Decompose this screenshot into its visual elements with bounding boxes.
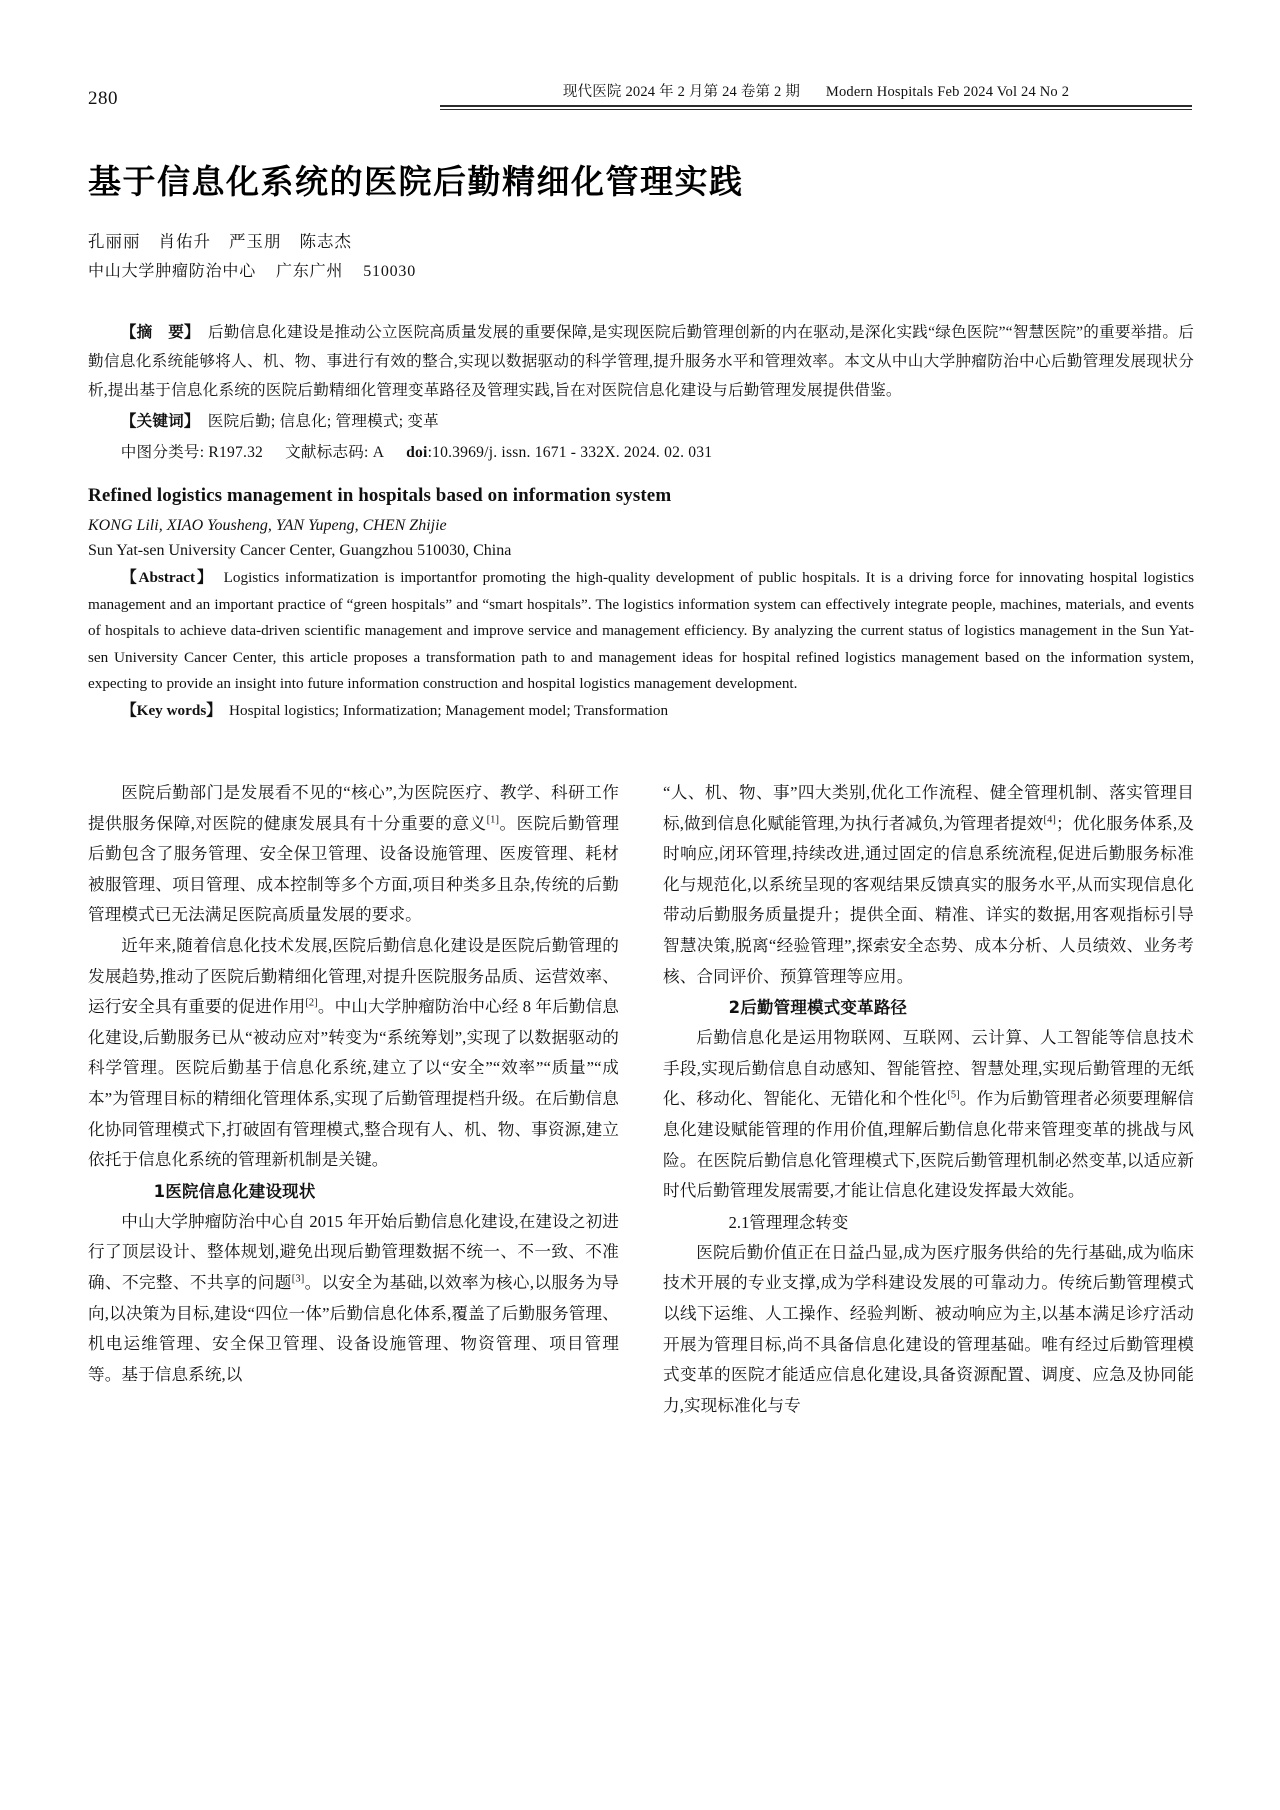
- reference-marker: [3]: [291, 1273, 305, 1285]
- section-number: 2: [728, 998, 741, 1018]
- page-number: 280: [88, 88, 118, 109]
- keywords-cn: [88, 407, 1194, 436]
- section-number: 2.1: [728, 1212, 750, 1232]
- affiliation-postcode: 510030: [363, 263, 417, 280]
- article-title-cn: 基于信息化系统的医院后勤精细化管理实践: [88, 162, 744, 201]
- abstract-en: [88, 565, 1194, 698]
- section-heading-2: [663, 992, 1194, 1023]
- keywords-en-label: 【Key words】: [121, 701, 214, 719]
- abstract-en-label: 【Abstract】: [121, 569, 207, 586]
- clc-label: 中图分类号:: [120, 444, 205, 461]
- reference-marker: [5]: [947, 1089, 960, 1101]
- paragraph-text: 。作为后勤管理者必须要理解信息化建设赋能管理的作用价值,理解后勤信息化带来管理变革的挑战与风险。在医院后勤信息化管理模式下,医院后勤管理机制必然变革,以适应新时代后勤管理发展需要,才能让信息化建设发挥最大效能。: [663, 1089, 1194, 1201]
- document-code-value: A: [372, 444, 385, 461]
- journal-citation: [440, 82, 1192, 102]
- paragraph: 医院后勤价值正在日益凸显,成为医疗服务供给的先行基础,成为临床技术开展的专业支撑,成为学科建设发展的可靠动力。传统后勤管理模式以线下运维、人工操作、经验判断、被动响应为主,以基本满足诊疗活动开展为管理目标,尚不具备信息化建设的管理基础。唯有经过后勤管理模式变革的医院才能适应信息化建设,具备资源配置、调度、应急及协同能力,实现标准化与专: [663, 1242, 1194, 1415]
- abstract-cn-text: 后勤信息化建设是推动公立医院高质量发展的重要保障,是实现医院后勤管理创新的内在驱动,是深化实践“绿色医院”“智慧医院”的重要举措。后勤信息化系统能够将人、机、物、事进行有效的整合,实现以数据驱动的科学管理,提升服务水平和管理效率。本文从中山大学肿瘤防治中心后勤管理发展现状分析,提出基于信息化系统的医院后勤精细化管理变革路径及管理实践,旨在对医院信息化建设与后勤管理发展提供借鉴。: [88, 324, 1194, 399]
- running-head-right: [440, 82, 1192, 110]
- running-head: [88, 82, 1192, 122]
- reference-marker: [1]: [486, 814, 500, 826]
- keywords-en: [88, 698, 1194, 725]
- affiliation-cn: [88, 260, 1192, 284]
- paragraph: [88, 1207, 619, 1391]
- keywords-en-text: Hospital logistics; Informatization; Management model; Transformation: [229, 701, 669, 719]
- column-left: [88, 778, 619, 1780]
- abstract-cn: [88, 318, 1194, 405]
- section-number: 1: [153, 1181, 166, 1201]
- paragraph-text: ；优化服务体系,及时响应,闭环管理,持续改进,通过固定的信息系统流程,促进后勤服务标准化与规范化,以系统呈现的客观结果反馈真实的服务水平,从而实现信息化带动后勤服务质量提升；提供全面、精准、详实的数据,用客观指标引导智慧决策,脱离“经验管理”,探索安全态势、成本分析、人员绩效、业务考核、合同评价、预算管理等应用。: [663, 813, 1194, 986]
- author-name: 肖佑升: [158, 232, 211, 251]
- paragraph-text: 。以安全为基础,以效率为核心,以服务为导向,以决策为目标,建设“四位一体”后勤信息化体系,覆盖了后勤服务管理、机电运维管理、安全保卫管理、设备设施管理、物资管理、项目管理等。基于信息系统,以: [88, 1272, 620, 1384]
- doi-label: doi: [406, 444, 428, 461]
- body-columns: [88, 778, 1194, 1780]
- author-name: 严玉朋: [229, 232, 282, 251]
- paragraph-text: 医院后勤部门是发展看不见的“核心”,为医院医疗、教学、科研工作提供服务保障,对医院的健康发展具有十分重要的意义: [88, 783, 619, 833]
- column-right: [663, 778, 1194, 1780]
- abstract-en-text: Logistics informatization is importantfor promoting the high-quality development of public hospitals. It is a driving force for innovating hospital logistics management and an important practice of “green hospitals” and “smart hospitals”. The logistics information system can effectively integrate people, machines, materials, and events of hospitals to achieve data-driven scientific management and improve service and management efficiency. By analyzing the current status of logistics management in the Sun Yat-sen University Cancer Center, this article proposes a transformation path to and management ideas for hospital refined logistics management based on the information system, expecting to provide an insight into future information construction and hospital logistics management development.: [88, 569, 1194, 693]
- title-block: [88, 160, 1192, 284]
- paragraph-text: 。医院后勤管理后勤包含了服务管理、安全保卫管理、设备设施管理、医废管理、耗材被服管理、项目管理、成本控制等多个方面,项目种类多且杂,传统的后勤管理模式已无法满足医院高质量发展的要求。: [88, 813, 620, 925]
- header-rule: [440, 105, 1192, 110]
- classification-line: [88, 438, 1194, 467]
- abstract-cn-block: [88, 318, 1194, 467]
- paragraph-text: 中山大学肿瘤防治中心自 2015 年开始后勤信息化建设,在建设之初进行了顶层设计、整体规划,避免出现后勤管理数据不统一、不一致、不准确、不完整、不共享的问题: [88, 1211, 619, 1292]
- section-title: 医院信息化建设现状: [165, 1181, 316, 1201]
- clc-value: R197.32: [208, 444, 264, 461]
- section-heading-1: [88, 1176, 619, 1207]
- article-title-en: Refined logistics management in hospitals based on information system: [88, 485, 672, 506]
- paragraph: [88, 778, 619, 931]
- affiliation-en: Sun Yat-sen University Cancer Center, Guangzhou 510030, China: [88, 542, 512, 559]
- abstract-cn-label: 【摘 要】: [120, 324, 193, 341]
- paragraph-text: 后勤信息化是运用物联网、互联网、云计算、人工智能等信息技术手段,实现后勤信息自动感知、智能管控、智慧处理,实现后勤管理的无纸化、移动化、智能化、无错化和个性化: [663, 1028, 1194, 1109]
- keywords-cn-text: 医院后勤; 信息化; 管理模式; 变革: [207, 413, 439, 430]
- journal-citation-en: Modern Hospitals Feb 2024 Vol 24 No 2: [825, 84, 1070, 100]
- paragraph: [88, 931, 619, 1176]
- paragraph: [663, 778, 1194, 992]
- document-code-label: 文献标志码:: [285, 444, 369, 461]
- section-title: 后勤管理模式变革路径: [740, 998, 908, 1018]
- paragraph-text: “人、机、物、事”四大类别,优化工作流程、健全管理机制、落实管理目标,做到信息化赋能管理,为执行者减负,为管理者提效: [663, 783, 1194, 833]
- paragraph-text: 近年来,随着信息化技术发展,医院后勤信息化建设是医院后勤管理的发展趋势,推动了医院后勤精细化管理,对提升医院服务品质、运营效率、运行安全具有重要的促进作用: [88, 935, 619, 1017]
- affiliation-city: 广东广州: [276, 263, 344, 280]
- english-block: [88, 481, 1194, 725]
- author-list-en: KONG Lili, XIAO Yousheng, YAN Yupeng, CHEN Zhijie: [88, 517, 447, 534]
- section-title: 管理理念转变: [749, 1212, 849, 1232]
- reference-marker: [2]: [305, 997, 318, 1009]
- affiliation-institution: 中山大学肿瘤防治中心: [88, 263, 257, 280]
- section-heading-2-1: [663, 1207, 1194, 1238]
- author-list-cn: [88, 230, 1192, 254]
- reference-marker: [4]: [1043, 814, 1057, 826]
- paragraph: [663, 1023, 1194, 1207]
- keywords-cn-label: 【关键词】: [120, 413, 192, 430]
- journal-citation-cn: 现代医院 2024 年 2 月第 24 卷第 2 期: [562, 84, 801, 100]
- paragraph-text: 。中山大学肿瘤防治中心经 8 年后勤信息化建设,后勤服务已从“被动应对”转变为“系统筹划”,实现了以数据驱动的科学管理。医院后勤基于信息化系统,建立了以“安全”“效率”“质量”“成本”为管理目标的精细化管理体系,实现了后勤管理提档升级。在后勤信息化协同管理模式下,打破固有管理模式,整合现有人、机、物、事资源,建立依托于信息化系统的管理新机制是关键。: [88, 997, 619, 1170]
- author-name: 陈志杰: [299, 232, 352, 251]
- doi-value: :10.3969/j. issn. 1671 - 332X. 2024. 02. 031: [427, 444, 713, 461]
- author-name: 孔丽丽: [88, 232, 141, 251]
